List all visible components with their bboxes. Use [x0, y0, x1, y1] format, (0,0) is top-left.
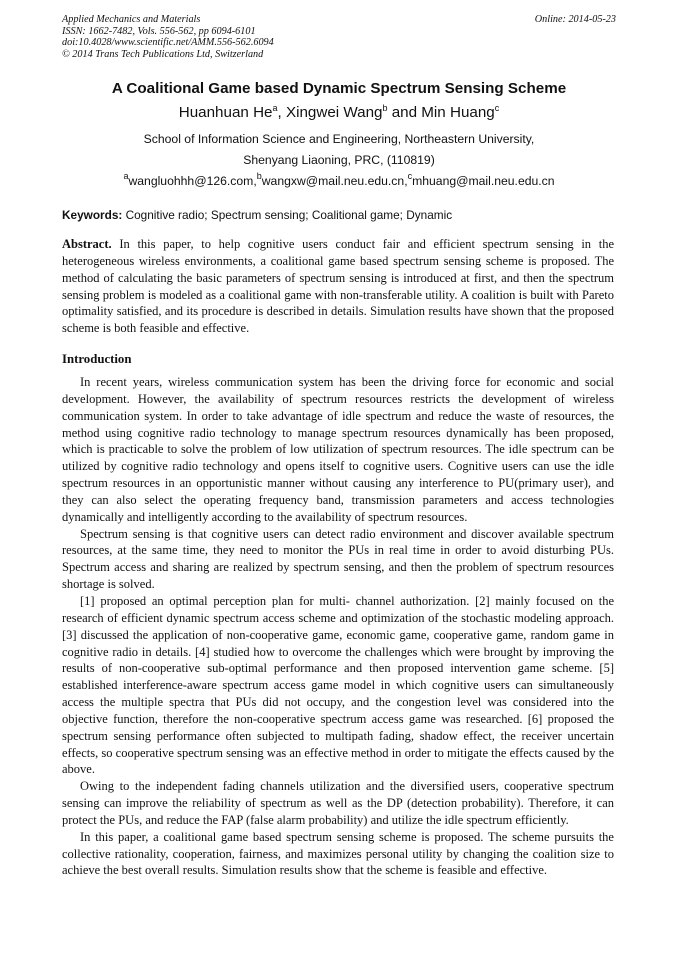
paragraph: Spectrum sensing is that cognitive users can detect radio environment and discover available spectrum resources, at the same time, they need to monitor the PUs in real time in order to avoid disturbing PUs. Spectrum access and sharing are realized by spectrum sensing, and then the problem of spectrum resources shortage is solved. — [62, 526, 614, 592]
doi-line: doi:10.4028/www.scientific.net/AMM.556-562.6094 — [62, 37, 274, 49]
author-name: Huanhuan He — [178, 104, 273, 121]
author-list: Huanhuan He$^a$, Xingwei Wang$^b$ and Min Huang$^c$ — [178, 103, 500, 121]
author-mark: b — [382, 103, 388, 113]
journal-name: Applied Mechanics and Materials — [62, 14, 201, 25]
paragraph: [1] proposed an optimal perception plan for multi- channel authorization. [2] mainly focused on the research of efficient dynamic spectrum access scheme and optimization of the stochastic modeling approach. [3] discussed the application of non-cooperative game, economic game, cooperative game, random game in cognitive radio in details. [4] studied how to overcome the challenges which were brought by improving the results of non-cooperative sub-optimal performance and then proposed intervention game scheme. [5] established interference-aware spectrum access game model in which cognitive users can simultaneously access the multiple spectra that PUs did not occupy, and the congestion level was considered into the objective function, therefore the non-cooperative spectrum access game was researched. [6] proposed the spectrum sensing performance often subjected to multipath fading, shadow effect, the receiver uncertain effects, so cooperative spectrum sensing was an effective method in order to mitigate the effects caused by the above. — [62, 593, 614, 777]
author-mark: c — [494, 103, 500, 113]
keywords-text: Cognitive radio; Spectrum sensing; Coalitional game; Dynamic — [125, 208, 453, 222]
paragraph: In this paper, a coalitional game based spectrum sensing scheme is proposed. The scheme pursuits the collective rationality, cooperation, fairness, and maximizes personal utility by changing the coalition size to achieve the best overall results. Simulation results show that the scheme is feasible and effective. — [62, 829, 614, 878]
email-mark: b — [256, 171, 262, 181]
copyright-line: © 2014 Trans Tech Publications Ltd, Switzerland — [62, 48, 264, 60]
paper-title: A Coalitional Game based Dynamic Spectrum Sensing Scheme — [111, 80, 567, 97]
paragraph: In recent years, wireless communication system has been the driving force for economic and social development. However, the availability of spectrum resources restricts the development of wireless communication system. In order to take advantage of idle spectrum and reduce the waste of resources, the method using cognitive radio technology to manage spectrum resources dynamically has been proposed, which is practicable to solve the problem of low utilization of spectrum resources. The idle spectrum can be utilized by cognitive radio technology and opens itself to cognitive users. Cognitive users can use the idle spectrum resources in an opportunistic manner without causing any interference to PU(primary user), and they can also select the operating frequency band, transmission parameters and access technologies dynamically and intelligently according to the availability of spectrum resources. — [62, 375, 614, 524]
email-address[interactable]: wangxw@mail.neu.edu.cn — [261, 174, 405, 188]
affiliation-line-2: Shenyang Liaoning, PRC, (110819) — [243, 153, 435, 167]
email-mark: a — [123, 171, 129, 181]
email-address[interactable]: wangluohhh@126.com — [128, 174, 254, 188]
paragraph: Owing to the independent fading channels utilization and the diversified users, cooperative spectrum sensing can improve the reliability of spectrum as well as the DP (detection probability). Therefore, it can protect the PUs, and reduce the FAP (false alarm probability) and utilize the idle spectrum efficiently. — [62, 779, 614, 827]
keywords — [62, 208, 616, 222]
abstract-text: In this paper, to help cognitive users conduct fair and efficient spectrum sensing in the heterogeneous wireless environments, a coalitional game based spectrum sensing scheme is proposed. The method of calculating the basic parameters of spectrum sensing is introduced at first, and then the spectrum sensing problem is modeled as a coalitional game with non-transferable utility. A coalition is built with Pareto optimality satisfied, and its procedure is described in details. Simulation results have shown that the proposed scheme is both feasible and effective. — [62, 237, 615, 336]
introduction-body — [62, 374, 614, 879]
publication-header — [62, 14, 616, 60]
email-address[interactable]: mhuang@mail.neu.edu.cn — [412, 174, 555, 188]
online-date: Online: 2014-05-23 — [534, 14, 616, 25]
author-name: Min Huang — [421, 104, 495, 121]
keywords-label: Keywords: — [62, 208, 123, 222]
issn-line: ISSN: 1662-7482, Vols. 556-562, pp 6094-6101 — [62, 25, 256, 37]
author-mark: a — [272, 103, 278, 113]
affiliation-line-1: School of Information Science and Engineering, Northeastern University, — [143, 132, 535, 146]
email-mark: c — [407, 171, 413, 181]
author-name: Xingwei Wang — [285, 104, 383, 121]
abstract-label: Abstract. — [62, 237, 112, 251]
email-list: $^a$wangluohhh@126.com,$^b$wangxw@mail.neu.edu.cn,$^c$mhuang@mail.neu.edu.cn — [123, 171, 555, 188]
abstract — [62, 236, 614, 337]
section-heading-introduction: Introduction — [62, 352, 132, 366]
